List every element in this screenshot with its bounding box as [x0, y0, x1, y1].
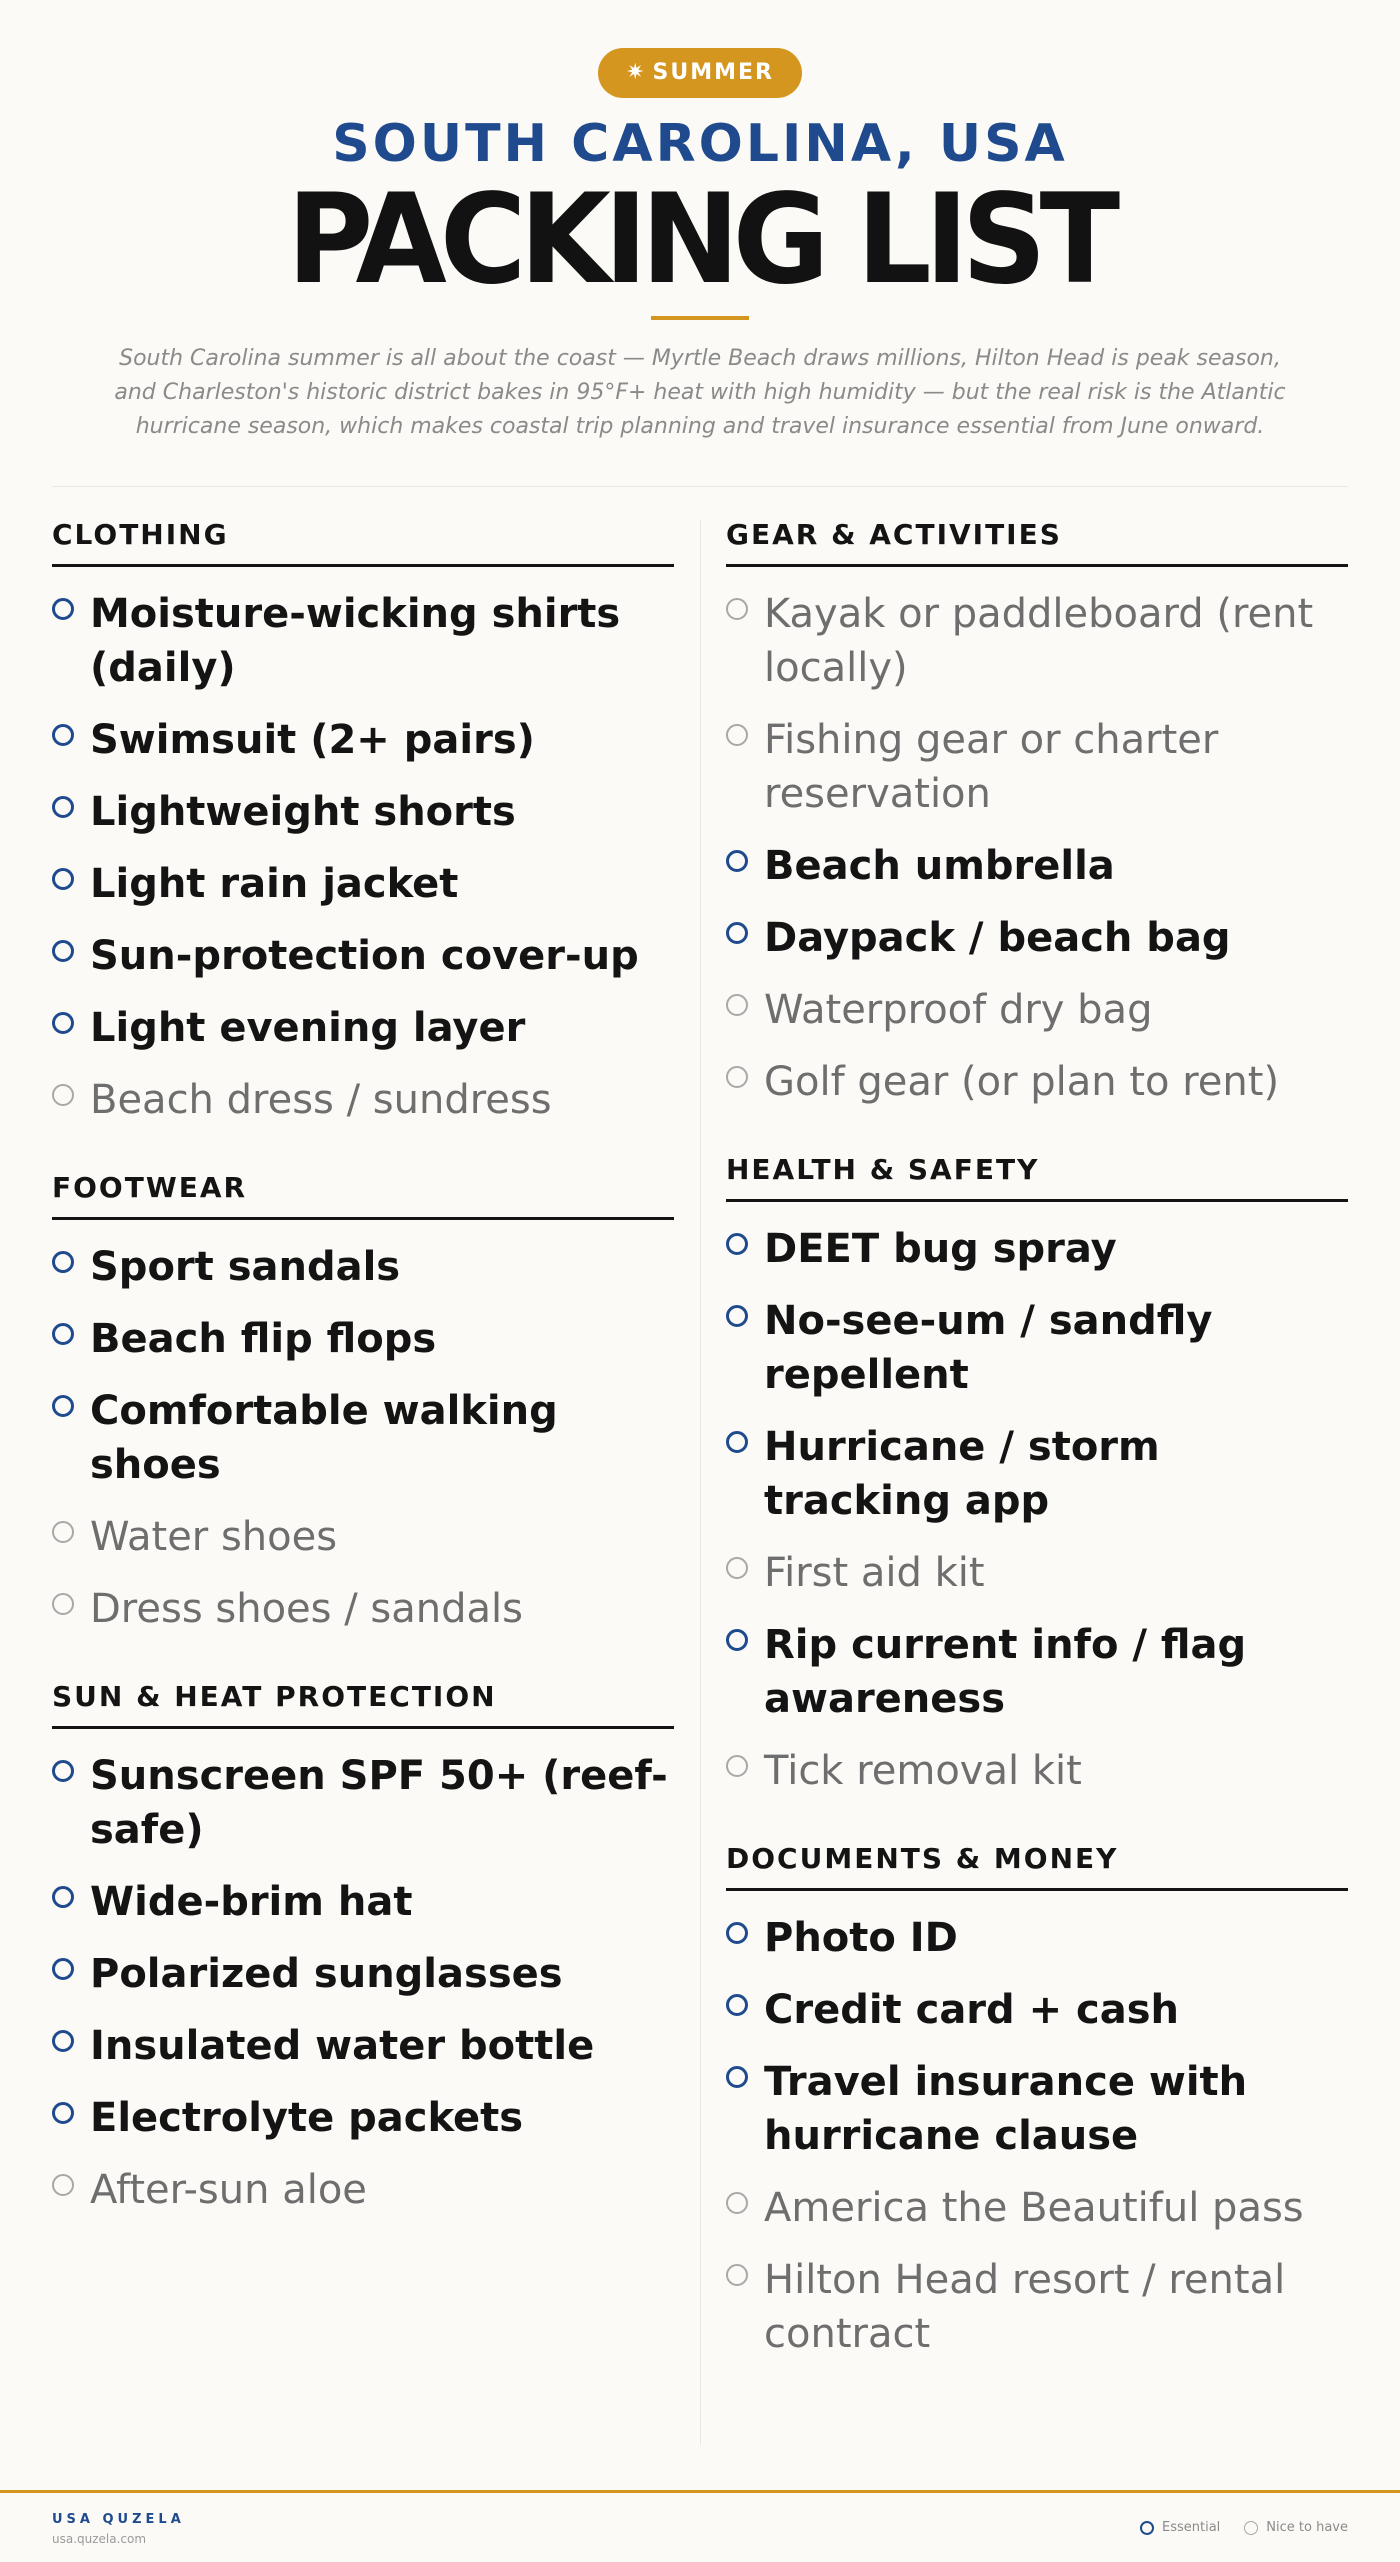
essential-checkbox-icon[interactable]: [52, 1760, 74, 1782]
essential-checkbox-icon[interactable]: [726, 850, 748, 872]
checklist-item[interactable]: [726, 1911, 1348, 1965]
checklist-item[interactable]: [52, 1875, 674, 1929]
item-label: Insulated water bottle: [90, 2023, 595, 2069]
item-label: Golf gear (or plan to rent): [764, 1059, 1280, 1105]
checklist-item[interactable]: [726, 911, 1348, 965]
checklist: [726, 1222, 1348, 1798]
checklist-item[interactable]: [52, 1001, 674, 1055]
item-label: Sun-protection cover-up: [90, 933, 639, 979]
optional-checkbox-icon[interactable]: [52, 1593, 74, 1615]
item-label: Travel insurance with hurricane clause: [764, 2059, 1248, 2159]
item-label: Photo ID: [764, 1915, 958, 1961]
checklist-item[interactable]: [726, 2181, 1348, 2235]
item-label: Water shoes: [90, 1514, 338, 1560]
item-label: Electrolyte packets: [90, 2095, 524, 2141]
item-label: Beach dress / sundress: [90, 1077, 552, 1123]
checklist-item[interactable]: [726, 1420, 1348, 1528]
item-label: Hilton Head resort / rental contract: [764, 2257, 1286, 2357]
checklist-item[interactable]: [52, 587, 674, 695]
essential-checkbox-icon[interactable]: [726, 922, 748, 944]
essential-checkbox-icon[interactable]: [52, 1886, 74, 1908]
section-title: GEAR & ACTIVITIES: [726, 520, 1348, 567]
checklist: [52, 1749, 674, 2217]
section-health-safety: [726, 1155, 1348, 1798]
checklist-item[interactable]: [726, 713, 1348, 821]
item-label: Swimsuit (2+ pairs): [90, 717, 535, 763]
item-label: First aid kit: [764, 1550, 985, 1596]
checklist-item[interactable]: [52, 785, 674, 839]
essential-checkbox-icon[interactable]: [52, 1251, 74, 1273]
checklist: [726, 1911, 1348, 2361]
left-column: [52, 520, 674, 2263]
section-documents-money: [726, 1844, 1348, 2361]
intro-paragraph: South Carolina summer is all about the coast — Myrtle Beach draws millions, Hilton Head is peak season, and Charleston's historic district bakes in 95°F+ heat with high humidity — but the real risk is the Atlantic hurricane season, which makes coastal trip planning and travel insurance essential from June onward.: [114, 346, 1286, 439]
item-label: Dress shoes / sandals: [90, 1586, 523, 1632]
essential-checkbox-icon[interactable]: [52, 1395, 74, 1417]
legend-nice: Nice to have: [1266, 2520, 1348, 2535]
season-label: SUMMER: [652, 60, 774, 85]
item-label: Light rain jacket: [90, 861, 459, 907]
optional-checkbox-icon[interactable]: [726, 724, 748, 746]
item-label: Wide-brim hat: [90, 1879, 413, 1925]
legend-essential: Essential: [1162, 2520, 1221, 2535]
page-title: PACKING LIST: [286, 166, 1114, 312]
essential-checkbox-icon[interactable]: [726, 1233, 748, 1255]
accent-rule: [651, 316, 749, 320]
essential-checkbox-icon[interactable]: [726, 1431, 748, 1453]
item-label: Tick removal kit: [764, 1748, 1082, 1794]
legend: [1140, 2520, 1348, 2535]
optional-checkbox-icon[interactable]: [726, 1066, 748, 1088]
essential-checkbox-icon[interactable]: [52, 940, 74, 962]
checklist-item[interactable]: [52, 1312, 674, 1366]
checklist-item[interactable]: [726, 1294, 1348, 1402]
essential-checkbox-icon[interactable]: [52, 2102, 74, 2124]
optional-checkbox-icon[interactable]: [726, 2264, 748, 2286]
footer-rule: [0, 2490, 1400, 2493]
essential-circle-icon: [1140, 2521, 1154, 2535]
checklist-item[interactable]: [52, 929, 674, 983]
optional-checkbox-icon[interactable]: [726, 1557, 748, 1579]
checklist-item[interactable]: [52, 1384, 674, 1492]
section-title: SUN & HEAT PROTECTION: [52, 1682, 674, 1729]
checklist: [52, 1240, 674, 1636]
checklist-item[interactable]: [726, 1618, 1348, 1726]
item-label: After-sun aloe: [90, 2167, 367, 2213]
checklist-item[interactable]: [726, 839, 1348, 893]
optional-checkbox-icon[interactable]: [52, 1084, 74, 1106]
essential-checkbox-icon[interactable]: [52, 724, 74, 746]
item-label: Fishing gear or charter reservation: [764, 717, 1219, 817]
checklist-item[interactable]: [52, 857, 674, 911]
header-divider: [52, 486, 1348, 487]
item-label: Hurricane / storm tracking app: [764, 1424, 1160, 1524]
item-label: Lightweight shorts: [90, 789, 516, 835]
item-label: Sport sandals: [90, 1244, 401, 1290]
essential-checkbox-icon[interactable]: [726, 1629, 748, 1651]
section-sun-heat-protection: [52, 1682, 674, 2217]
optional-checkbox-icon[interactable]: [726, 2192, 748, 2214]
checklist-item[interactable]: [52, 2019, 674, 2073]
essential-checkbox-icon[interactable]: [52, 868, 74, 890]
section-footwear: [52, 1173, 674, 1636]
checklist-item[interactable]: [52, 1240, 674, 1294]
optional-checkbox-icon[interactable]: [52, 1521, 74, 1543]
item-label: Daypack / beach bag: [764, 915, 1231, 961]
checklist-item[interactable]: [52, 1073, 674, 1127]
essential-checkbox-icon[interactable]: [726, 1922, 748, 1944]
item-label: Comfortable walking shoes: [90, 1388, 558, 1488]
checklist-item[interactable]: [726, 1546, 1348, 1600]
header: [0, 0, 1400, 444]
checklist-item[interactable]: [726, 1744, 1348, 1798]
essential-checkbox-icon[interactable]: [726, 2066, 748, 2088]
item-label: Light evening layer: [90, 1005, 526, 1051]
essential-checkbox-icon[interactable]: [726, 1994, 748, 2016]
item-label: DEET bug spray: [764, 1226, 1117, 1272]
checklist-item[interactable]: [726, 2253, 1348, 2361]
optional-checkbox-icon[interactable]: [726, 598, 748, 620]
item-label: Moisture-wicking shirts (daily): [90, 591, 621, 691]
essential-checkbox-icon[interactable]: [52, 1012, 74, 1034]
right-column: [726, 520, 1348, 2407]
item-label: Beach umbrella: [764, 843, 1115, 889]
checklist-item[interactable]: [726, 2055, 1348, 2163]
checklist-item[interactable]: [52, 1582, 674, 1636]
essential-checkbox-icon[interactable]: [52, 598, 74, 620]
checklist-item[interactable]: [726, 983, 1348, 1037]
location-subtitle: SOUTH CAROLINA, USA: [332, 114, 1068, 174]
optional-checkbox-icon[interactable]: [726, 994, 748, 1016]
section-gear-activities: [726, 520, 1348, 1109]
checklist-item[interactable]: [52, 1510, 674, 1564]
section-title: HEALTH & SAFETY: [726, 1155, 1348, 1202]
section-title: DOCUMENTS & MONEY: [726, 1844, 1348, 1891]
section-title: FOOTWEAR: [52, 1173, 674, 1220]
checklist-item[interactable]: [726, 1222, 1348, 1276]
section-clothing: [52, 520, 674, 1127]
essential-checkbox-icon[interactable]: [52, 2030, 74, 2052]
checklist-item[interactable]: [52, 713, 674, 767]
item-label: Credit card + cash: [764, 1987, 1180, 2033]
brand-url: usa.quzela.com: [52, 2532, 147, 2546]
sun-icon: ✷: [626, 60, 647, 85]
item-label: Polarized sunglasses: [90, 1951, 563, 1997]
item-label: Kayak or paddleboard (rent locally): [764, 591, 1314, 691]
optional-checkbox-icon[interactable]: [726, 1755, 748, 1777]
season-badge: [598, 48, 802, 98]
checklist-item[interactable]: [52, 1749, 674, 1857]
checklist-item[interactable]: [52, 2091, 674, 2145]
essential-checkbox-icon[interactable]: [726, 1305, 748, 1327]
item-label: Beach flip flops: [90, 1316, 437, 1362]
item-label: Rip current info / flag awareness: [764, 1622, 1247, 1722]
optional-checkbox-icon[interactable]: [52, 2174, 74, 2196]
essential-checkbox-icon[interactable]: [52, 1323, 74, 1345]
section-title: CLOTHING: [52, 520, 674, 567]
brand-name: USA QUZELA: [52, 2512, 185, 2527]
nice-circle-icon: [1244, 2521, 1258, 2535]
essential-checkbox-icon[interactable]: [52, 796, 74, 818]
checklist-item[interactable]: [726, 587, 1348, 695]
item-label: America the Beautiful pass: [764, 2185, 1304, 2231]
column-divider: [700, 520, 701, 2445]
item-label: Sunscreen SPF 50+ (reef-safe): [90, 1753, 668, 1853]
checklist-item[interactable]: [726, 1055, 1348, 1109]
essential-checkbox-icon[interactable]: [52, 1958, 74, 1980]
checklist-item[interactable]: [726, 1983, 1348, 2037]
checklist-item[interactable]: [52, 2163, 674, 2217]
item-label: No-see-um / sandfly repellent: [764, 1298, 1213, 1398]
item-label: Waterproof dry bag: [764, 987, 1153, 1033]
checklist-item[interactable]: [52, 1947, 674, 2001]
checklist: [52, 587, 674, 1127]
checklist: [726, 587, 1348, 1109]
